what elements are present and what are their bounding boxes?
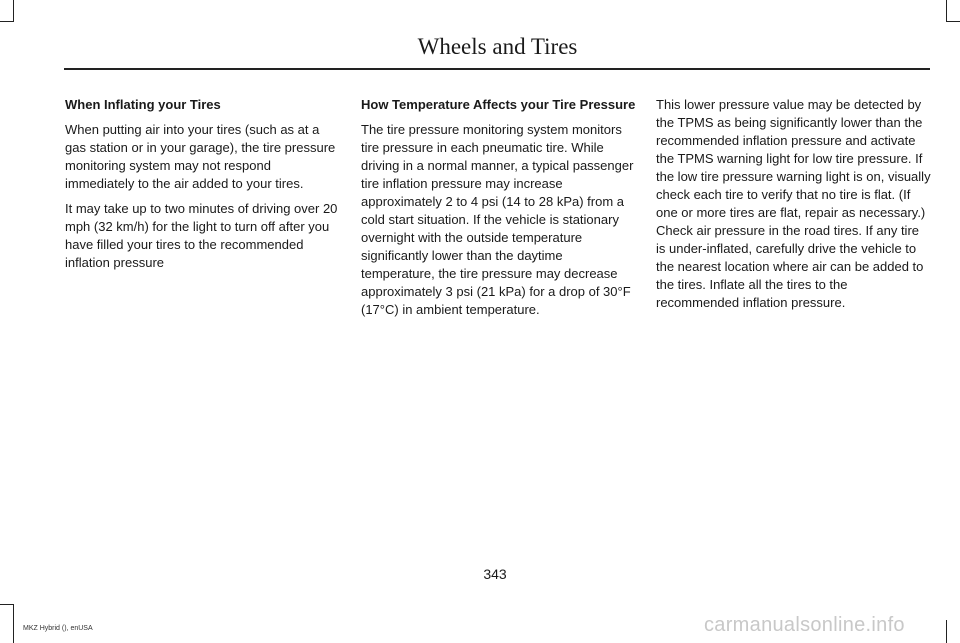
watermark: carmanualsonline.info xyxy=(704,614,905,636)
column-1 xyxy=(65,96,340,279)
crop-mark-top-left-horizontal xyxy=(0,21,14,22)
paragraph: This lower pressure value may be detected by the TPMS as being significantly lower than the recommended inflation pressure and activate the TPMS warning light for low tire pressure. If the low tire pressure warning light is on, visually check each tire to verify that no tire is flat. (If one or more tires are flat, repair as necessary.) Check air pressure in the road tires. If any tire is under-inflated, carefully drive the vehicle to the nearest location where air can be added to the tires. Inflate all the tires to the recommended inflation pressure. xyxy=(656,97,931,310)
crop-mark-bottom-right-vertical xyxy=(946,620,947,643)
column-3 xyxy=(656,96,931,319)
crop-mark-top-left-vertical xyxy=(13,0,14,22)
page-number: 343 xyxy=(483,566,507,582)
section-heading-temperature: How Temperature Affects your Tire Pressure xyxy=(361,97,636,112)
header-divider xyxy=(64,68,930,70)
paragraph: When putting air into your tires (such as at a gas station or in your garage), the tire pressure monitoring system may not respond immediately to the air added to your tires. xyxy=(65,122,336,191)
crop-mark-top-right-horizontal xyxy=(946,21,960,22)
footer-model-label: MKZ Hybrid (), enUSA xyxy=(23,625,93,632)
paragraph: It may take up to two minutes of driving over 20 mph (32 km/h) for the light to turn off after you have filled your tires to the recommended inflation pressure xyxy=(65,201,338,270)
crop-mark-bottom-left-horizontal xyxy=(0,604,14,605)
crop-mark-bottom-left-vertical xyxy=(13,604,14,643)
section-heading-inflating: When Inflating your Tires xyxy=(65,97,221,112)
paragraph: The tire pressure monitoring system monitors tire pressure in each pneumatic tire. While driving in a normal manner, a typical passenger tire inflation pressure may increase approximately 2 to 4 psi (14 to 28 kPa) from a cold start situation. If the vehicle is stationary overnight with the outside temperature significantly lower than the daytime temperature, the tire pressure may decrease approximately 3 psi (21 kPa) for a drop of 30°F (17°C) in ambient temperature. xyxy=(361,122,634,317)
crop-mark-top-right-vertical xyxy=(946,0,947,22)
page-title: Wheels and Tires xyxy=(417,34,578,59)
column-2 xyxy=(361,96,636,326)
